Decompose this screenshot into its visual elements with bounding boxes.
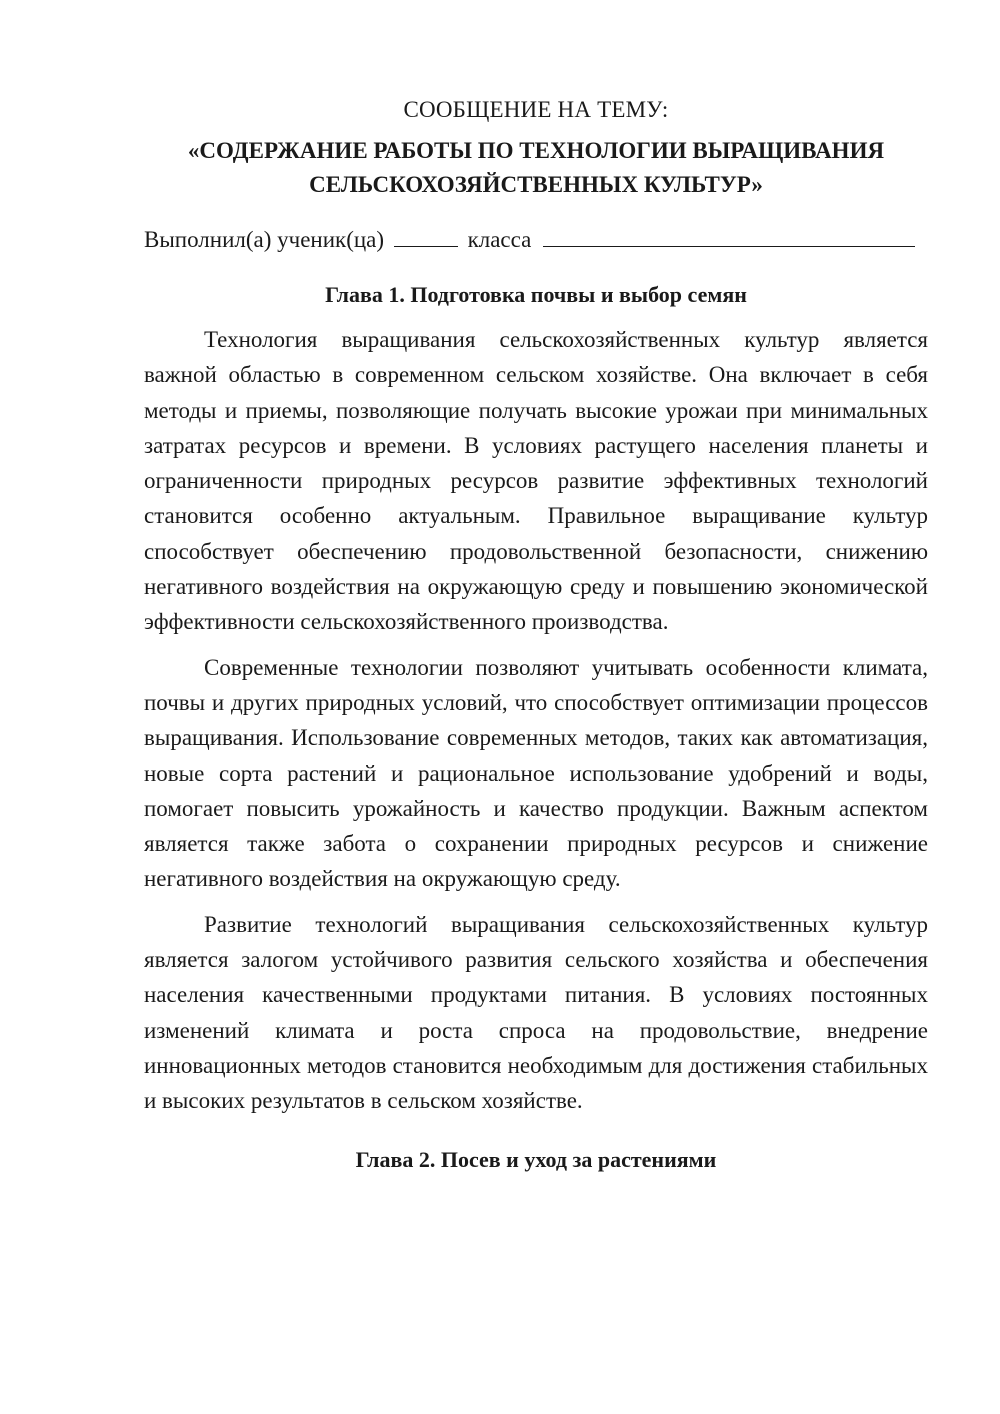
paragraph-2: Современные технологии позволяют учитывать особенности климата, почвы и других природных условий, что способствует оптимизации процессов выращивания. Использование современных методов, таких как автоматизация, новые сорта растений и рациональное использование удобрений и воды, помогает повысить урожайность и качество продукции. Важным аспектом является также забота о сохранении природных ресурсов и снижение негативного воздействия на окружающую среду. <box>144 654 928 892</box>
chapter-2-heading: Глава 2. Посев и уход за растениями <box>355 1146 717 1172</box>
paragraph-1: Технология выращивания сельскохозяйственных культур является важной областью в современном сельском хозяйстве. Она включает в себя методы и приемы, позволяющие получать высокие урожаи при минимальных затратах ресурсов и времени. В условиях растущего населения планеты и ограниченности природных ресурсов развитие эффективных технологий становится особенно актуальным. Правильное выращивание культур способствует обеспечению продовольственной безопасности, снижению негативного воздействия на окружающую среду и повышению экономической эффективности сельскохозяйственного производства. <box>144 327 928 635</box>
name-blank <box>543 226 915 247</box>
title-line-1: «СОДЕРЖАНИЕ РАБОТЫ ПО ТЕХНОЛОГИИ ВЫРАЩИВАНИЯ <box>187 138 885 163</box>
document-content <box>144 94 928 1175</box>
paragraph-3: Развитие технологий выращивания сельскохозяйственных культур является залогом устойчивого развития сельского хозяйства и обеспечения населения качественными продуктами питания. В условиях постоянных изменений климата и роста спроса на продовольствие, внедрение инновационных методов становится необходимым для достижения стабильных и высоких результатов в сельском хозяйстве. <box>144 911 928 1114</box>
class-label: класса <box>467 227 532 252</box>
author-label: Выполнил(а) ученик(ца) <box>144 227 385 252</box>
grade-blank <box>394 226 458 247</box>
document-title <box>144 134 928 202</box>
header-line: СООБЩЕНИЕ НА ТЕМУ: <box>403 97 669 122</box>
chapter-1-heading: Глава 1. Подготовка почвы и выбор семян <box>325 282 747 307</box>
author-line <box>144 224 928 256</box>
title-line-2: СЕЛЬСКОХОЗЯЙСТВЕННЫХ КУЛЬТУР» <box>309 172 763 197</box>
